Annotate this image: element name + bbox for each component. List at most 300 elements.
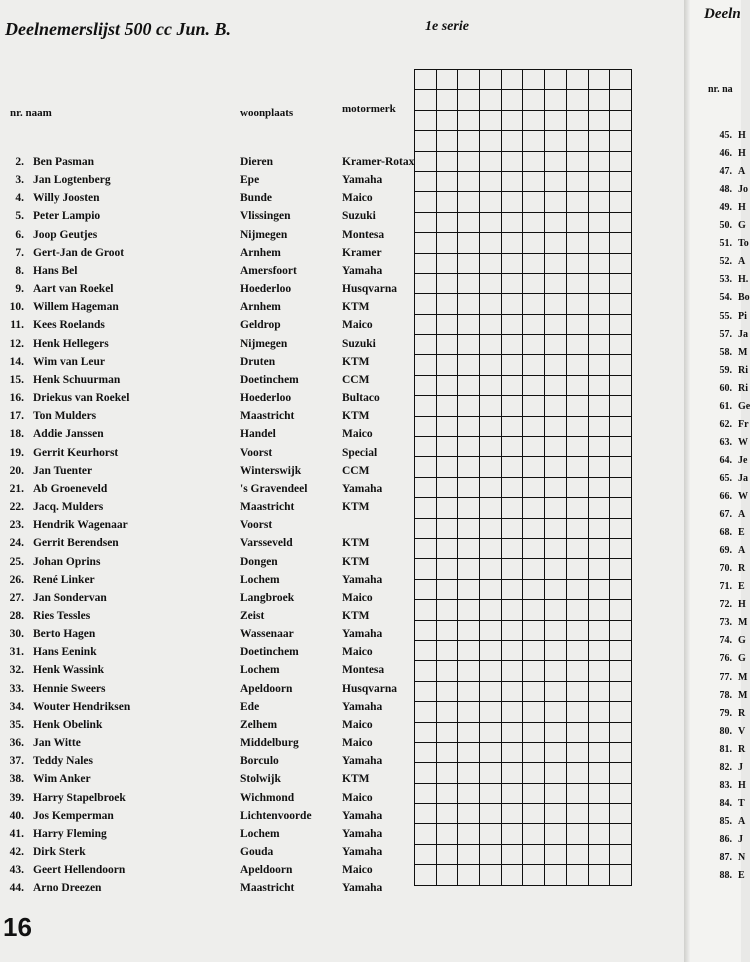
grid-cell [415,661,437,681]
grid-cell [502,865,524,885]
grid-cell [610,641,632,661]
row-motormerk: Yamaha [342,482,383,495]
right-table-row [710,238,749,254]
table-row [0,447,414,465]
row-woonplaats: Doetinchem [240,373,299,386]
table-row [0,465,414,483]
grid-cell [502,559,524,579]
row-naam: Jan Logtenberg [33,174,111,187]
grid-cell [437,661,459,681]
grid-cell [545,315,567,335]
grid-cell [610,315,632,335]
row-naam: Jan Witte [33,737,81,750]
row-nr: 6. [15,228,24,241]
row-nr: 27. [9,591,24,604]
row-motormerk: KTM [342,301,370,314]
row-woonplaats: Ede [240,700,260,713]
row-woonplaats: Doetinchem [240,646,299,659]
grid-cell [545,824,567,844]
row-woonplaats: Maastricht [240,501,295,514]
grid-cell [567,70,589,90]
grid-cell [545,437,567,457]
row-nr: 24. [9,537,24,550]
grid-cell [502,621,524,641]
right-row-nr: 86. [719,833,732,845]
row-naam: Peter Lampio [33,210,101,223]
grid-cell [480,172,502,192]
grid-cell [437,274,459,294]
header-motormerk: motormerk [342,103,396,115]
grid-cell [567,152,589,172]
page-title: Deelnemerslijst 500 cc Jun. B. [5,19,231,39]
grid-cell [458,294,480,314]
row-nr: 9. [15,283,24,296]
grid-cell [589,478,611,498]
grid-cell [480,661,502,681]
grid-cell [545,559,567,579]
grid-cell [523,478,545,498]
grid-cell [502,376,524,396]
right-row-nr: 82. [719,761,732,773]
grid-cell [567,90,589,110]
row-nr: 23. [9,519,24,532]
grid-cell [502,784,524,804]
grid-cell [567,254,589,274]
right-row-nr: 76. [719,653,732,665]
grid-cell [480,804,502,824]
table-row [0,828,414,846]
row-nr: 15. [9,373,24,386]
grid-cell [589,559,611,579]
grid-cell [610,274,632,294]
grid-cell [415,315,437,335]
grid-cell [480,355,502,375]
right-page-title: Deeln [704,6,741,22]
grid-cell [545,600,567,620]
grid-cell [415,600,437,620]
grid-cell [415,131,437,151]
serie-label: 1e serie [425,19,469,34]
row-motormerk: Maico [342,319,373,332]
table-row [0,156,414,174]
grid-cell [502,294,524,314]
row-motormerk: Yamaha [342,846,383,859]
grid-cell [458,784,480,804]
row-naam: Henk Schuurman [33,373,121,386]
grid-cell [458,437,480,457]
grid-cell [415,641,437,661]
grid-cell [545,396,567,416]
row-naam: Hans Bel [33,264,78,277]
row-motormerk: Maico [342,864,373,877]
right-row-naam: H [738,202,746,214]
row-nr: 26. [9,573,24,586]
grid-cell [502,682,524,702]
grid-cell [502,172,524,192]
table-row [0,646,414,664]
grid-cell [437,355,459,375]
grid-cell [458,315,480,335]
grid-cell [458,417,480,437]
row-woonplaats: Maastricht [240,882,295,895]
grid-cell [610,845,632,865]
grid-cell [567,498,589,518]
grid-cell [545,376,567,396]
grid-cell [480,254,502,274]
grid-cell [567,682,589,702]
grid-cell [437,192,459,212]
grid-cell [545,131,567,151]
grid-cell [480,580,502,600]
grid-cell [523,111,545,131]
right-row-nr: 54. [719,292,732,304]
grid-cell [523,70,545,90]
row-nr: 36. [9,737,24,750]
right-row-naam: To [738,238,749,250]
grid-cell [567,274,589,294]
grid-cell [567,335,589,355]
grid-cell [502,355,524,375]
grid-cell [545,233,567,253]
table-row [0,174,414,192]
grid-cell [589,172,611,192]
row-motormerk: Suzuki [342,210,376,223]
header-woonplaats: woonplaats [240,107,294,119]
row-naam: Harry Stapelbroek [33,791,126,804]
grid-cell [458,233,480,253]
table-row [0,265,414,283]
row-motormerk: Maico [342,718,373,731]
grid-cell [458,498,480,518]
grid-cell [545,213,567,233]
grid-cell [415,621,437,641]
right-row-nr: 55. [719,310,732,322]
grid-cell [545,763,567,783]
row-woonplaats: Hoederloo [240,283,292,296]
grid-cell [502,661,524,681]
grid-cell [610,682,632,702]
row-naam: Teddy Nales [33,755,93,768]
grid-cell [589,437,611,457]
grid-cell [610,70,632,90]
row-naam: Wouter Hendriksen [33,700,131,713]
row-woonplaats: Voorst [240,446,273,459]
row-motormerk: Yamaha [342,700,383,713]
grid-cell [589,661,611,681]
row-naam: Aart van Roekel [33,283,114,296]
header-nr-naam: nr. naam [10,107,52,119]
grid-cell [589,152,611,172]
grid-cell [589,519,611,539]
right-table-row [710,130,746,146]
grid-cell [567,396,589,416]
grid-cell [458,274,480,294]
grid-cell [589,355,611,375]
grid-cell [415,254,437,274]
row-motormerk: Maico [342,646,373,659]
table-row [0,792,414,810]
right-row-nr: 74. [719,635,732,647]
grid-cell [589,784,611,804]
grid-cell [502,641,524,661]
grid-cell [437,294,459,314]
grid-cell [523,723,545,743]
grid-cell [415,274,437,294]
row-nr: 37. [9,755,24,768]
grid-cell [523,682,545,702]
row-nr: 11. [10,319,24,332]
grid-cell [567,723,589,743]
grid-cell [458,90,480,110]
row-woonplaats: Zelhem [240,718,278,731]
grid-cell [437,723,459,743]
right-row-nr: 60. [719,382,732,394]
row-nr: 10. [9,301,24,314]
row-woonplaats: Arnhem [240,301,281,314]
grid-cell [415,478,437,498]
row-woonplaats: Voorst [240,519,273,532]
grid-cell [545,539,567,559]
grid-cell [458,559,480,579]
table-row [0,338,414,356]
grid-cell [480,845,502,865]
grid-cell [545,682,567,702]
row-naam: Hendrik Wagenaar [33,519,128,532]
grid-cell [458,457,480,477]
table-row [0,773,414,791]
grid-cell [502,233,524,253]
right-table-row [710,816,745,832]
right-row-naam: E [738,581,745,593]
right-row-naam: R [738,707,746,719]
table-row [0,864,414,882]
row-woonplaats: Apeldoorn [240,682,293,695]
grid-cell [567,294,589,314]
grid-cell [458,192,480,212]
grid-cell [458,865,480,885]
right-row-naam: A [738,256,746,268]
right-row-naam: H [738,599,746,611]
grid-cell [480,192,502,212]
grid-cell [480,498,502,518]
right-row-naam: Ri [738,382,748,394]
right-table-row [710,491,748,507]
grid-cell [480,294,502,314]
table-row [0,628,414,646]
right-row-naam: R [738,563,746,575]
row-woonplaats: Geldrop [240,319,281,332]
right-row-nr: 59. [719,364,732,376]
right-row-nr: 63. [719,436,732,448]
grid-cell [545,743,567,763]
grid-cell [523,335,545,355]
table-row [0,356,414,374]
grid-cell [523,396,545,416]
grid-cell [480,702,502,722]
row-naam: Ton Mulders [33,410,97,423]
right-row-naam: Ge [738,400,750,412]
row-woonplaats: Apeldoorn [240,864,293,877]
grid-cell [589,600,611,620]
grid-cell [480,376,502,396]
right-row-naam: A [738,545,746,557]
right-table-row [710,455,747,471]
right-row-naam: A [738,815,746,827]
grid-cell [458,621,480,641]
grid-cell [437,152,459,172]
grid-cell [415,865,437,885]
table-row [0,374,414,392]
grid-cell [415,580,437,600]
grid-cell [523,294,545,314]
grid-cell [523,804,545,824]
right-row-naam: Ri [738,364,748,376]
grid-cell [437,111,459,131]
grid-cell [437,600,459,620]
grid-cell [437,539,459,559]
grid-cell [545,355,567,375]
grid-cell [523,865,545,885]
table-row [0,683,414,701]
row-nr: 39. [9,791,24,804]
row-naam: Jos Kemperman [33,809,114,822]
grid-cell [415,804,437,824]
row-motormerk: CCM [342,464,370,477]
row-nr: 4. [15,192,24,205]
grid-cell [589,621,611,641]
grid-cell [589,723,611,743]
row-woonplaats: Epe [240,174,260,187]
table-row [0,737,414,755]
table-row [0,428,414,446]
row-woonplaats: Amersfoort [240,264,297,277]
right-table-row [710,419,749,435]
grid-cell [589,682,611,702]
row-woonplaats: Zeist [240,610,265,622]
grid-cell [610,743,632,763]
grid-cell [415,90,437,110]
row-motormerk: KTM [342,773,370,786]
table-row [0,229,414,247]
grid-cell [589,111,611,131]
table-row [0,810,414,828]
row-motormerk: Yamaha [342,755,383,768]
grid-cell [523,845,545,865]
grid-cell [610,213,632,233]
grid-cell [610,498,632,518]
grid-cell [589,315,611,335]
grid-cell [437,335,459,355]
grid-cell [567,172,589,192]
grid-cell [545,192,567,212]
grid-cell [458,600,480,620]
grid-cell [589,580,611,600]
row-nr: 34. [9,700,24,713]
grid-cell [437,784,459,804]
row-motormerk: Suzuki [342,337,376,350]
row-woonplaats: Lochem [240,664,280,677]
grid-cell [458,172,480,192]
table-row [0,410,414,428]
row-naam: Wim van Leur [33,355,105,368]
right-table-row [710,383,748,399]
row-motormerk: Yamaha [342,628,383,641]
row-nr: 14. [9,355,24,368]
table-row [0,556,414,574]
grid-cell [480,213,502,233]
grid-cell [589,539,611,559]
grid-cell [437,315,459,335]
grid-cell [545,90,567,110]
grid-cell [545,478,567,498]
grid-cell [589,457,611,477]
grid-cell [415,498,437,518]
right-table-row [710,365,748,381]
grid-cell [545,865,567,885]
right-row-nr: 69. [719,545,732,557]
grid-cell [502,90,524,110]
right-row-nr: 66. [719,491,732,502]
right-row-nr: 48. [719,184,732,196]
grid-cell [523,355,545,375]
right-row-nr: 72. [719,599,732,611]
grid-cell [610,172,632,192]
grid-cell [458,111,480,131]
row-woonplaats: Lochem [240,827,280,840]
row-naam: Jacq. Mulders [33,501,104,514]
right-row-nr: 79. [719,707,732,719]
right-row-nr: 67. [719,509,732,521]
row-naam: Gerrit Keurhorst [33,446,119,459]
row-nr: 28. [9,610,24,622]
row-nr: 19. [9,446,24,459]
grid-cell [523,90,545,110]
row-woonplaats: Handel [240,428,276,441]
table-row [0,319,414,337]
grid-cell [610,559,632,579]
grid-cell [458,845,480,865]
right-table-row [710,744,745,760]
grid-cell [523,437,545,457]
right-row-naam: A [738,166,746,178]
right-row-nr: 83. [719,779,732,791]
grid-cell [437,824,459,844]
right-row-nr: 71. [719,581,732,593]
row-motormerk: KTM [342,537,370,550]
row-motormerk: Yamaha [342,882,383,895]
grid-cell [480,723,502,743]
right-row-nr: 52. [719,256,732,268]
grid-cell [502,254,524,274]
grid-cell [523,152,545,172]
grid-cell [567,580,589,600]
right-row-naam: V [738,725,746,737]
row-naam: Johan Oprins [33,555,101,568]
right-table-row [710,256,745,272]
right-table-row [710,527,745,543]
grid-cell [567,763,589,783]
grid-cell [458,804,480,824]
grid-cell [523,784,545,804]
grid-cell [610,661,632,681]
right-table-row [710,798,745,814]
table-row [0,592,414,610]
right-table-row [710,184,748,200]
right-table-row [710,473,748,489]
right-table-row [710,617,747,633]
grid-cell [415,152,437,172]
grid-cell [480,437,502,457]
